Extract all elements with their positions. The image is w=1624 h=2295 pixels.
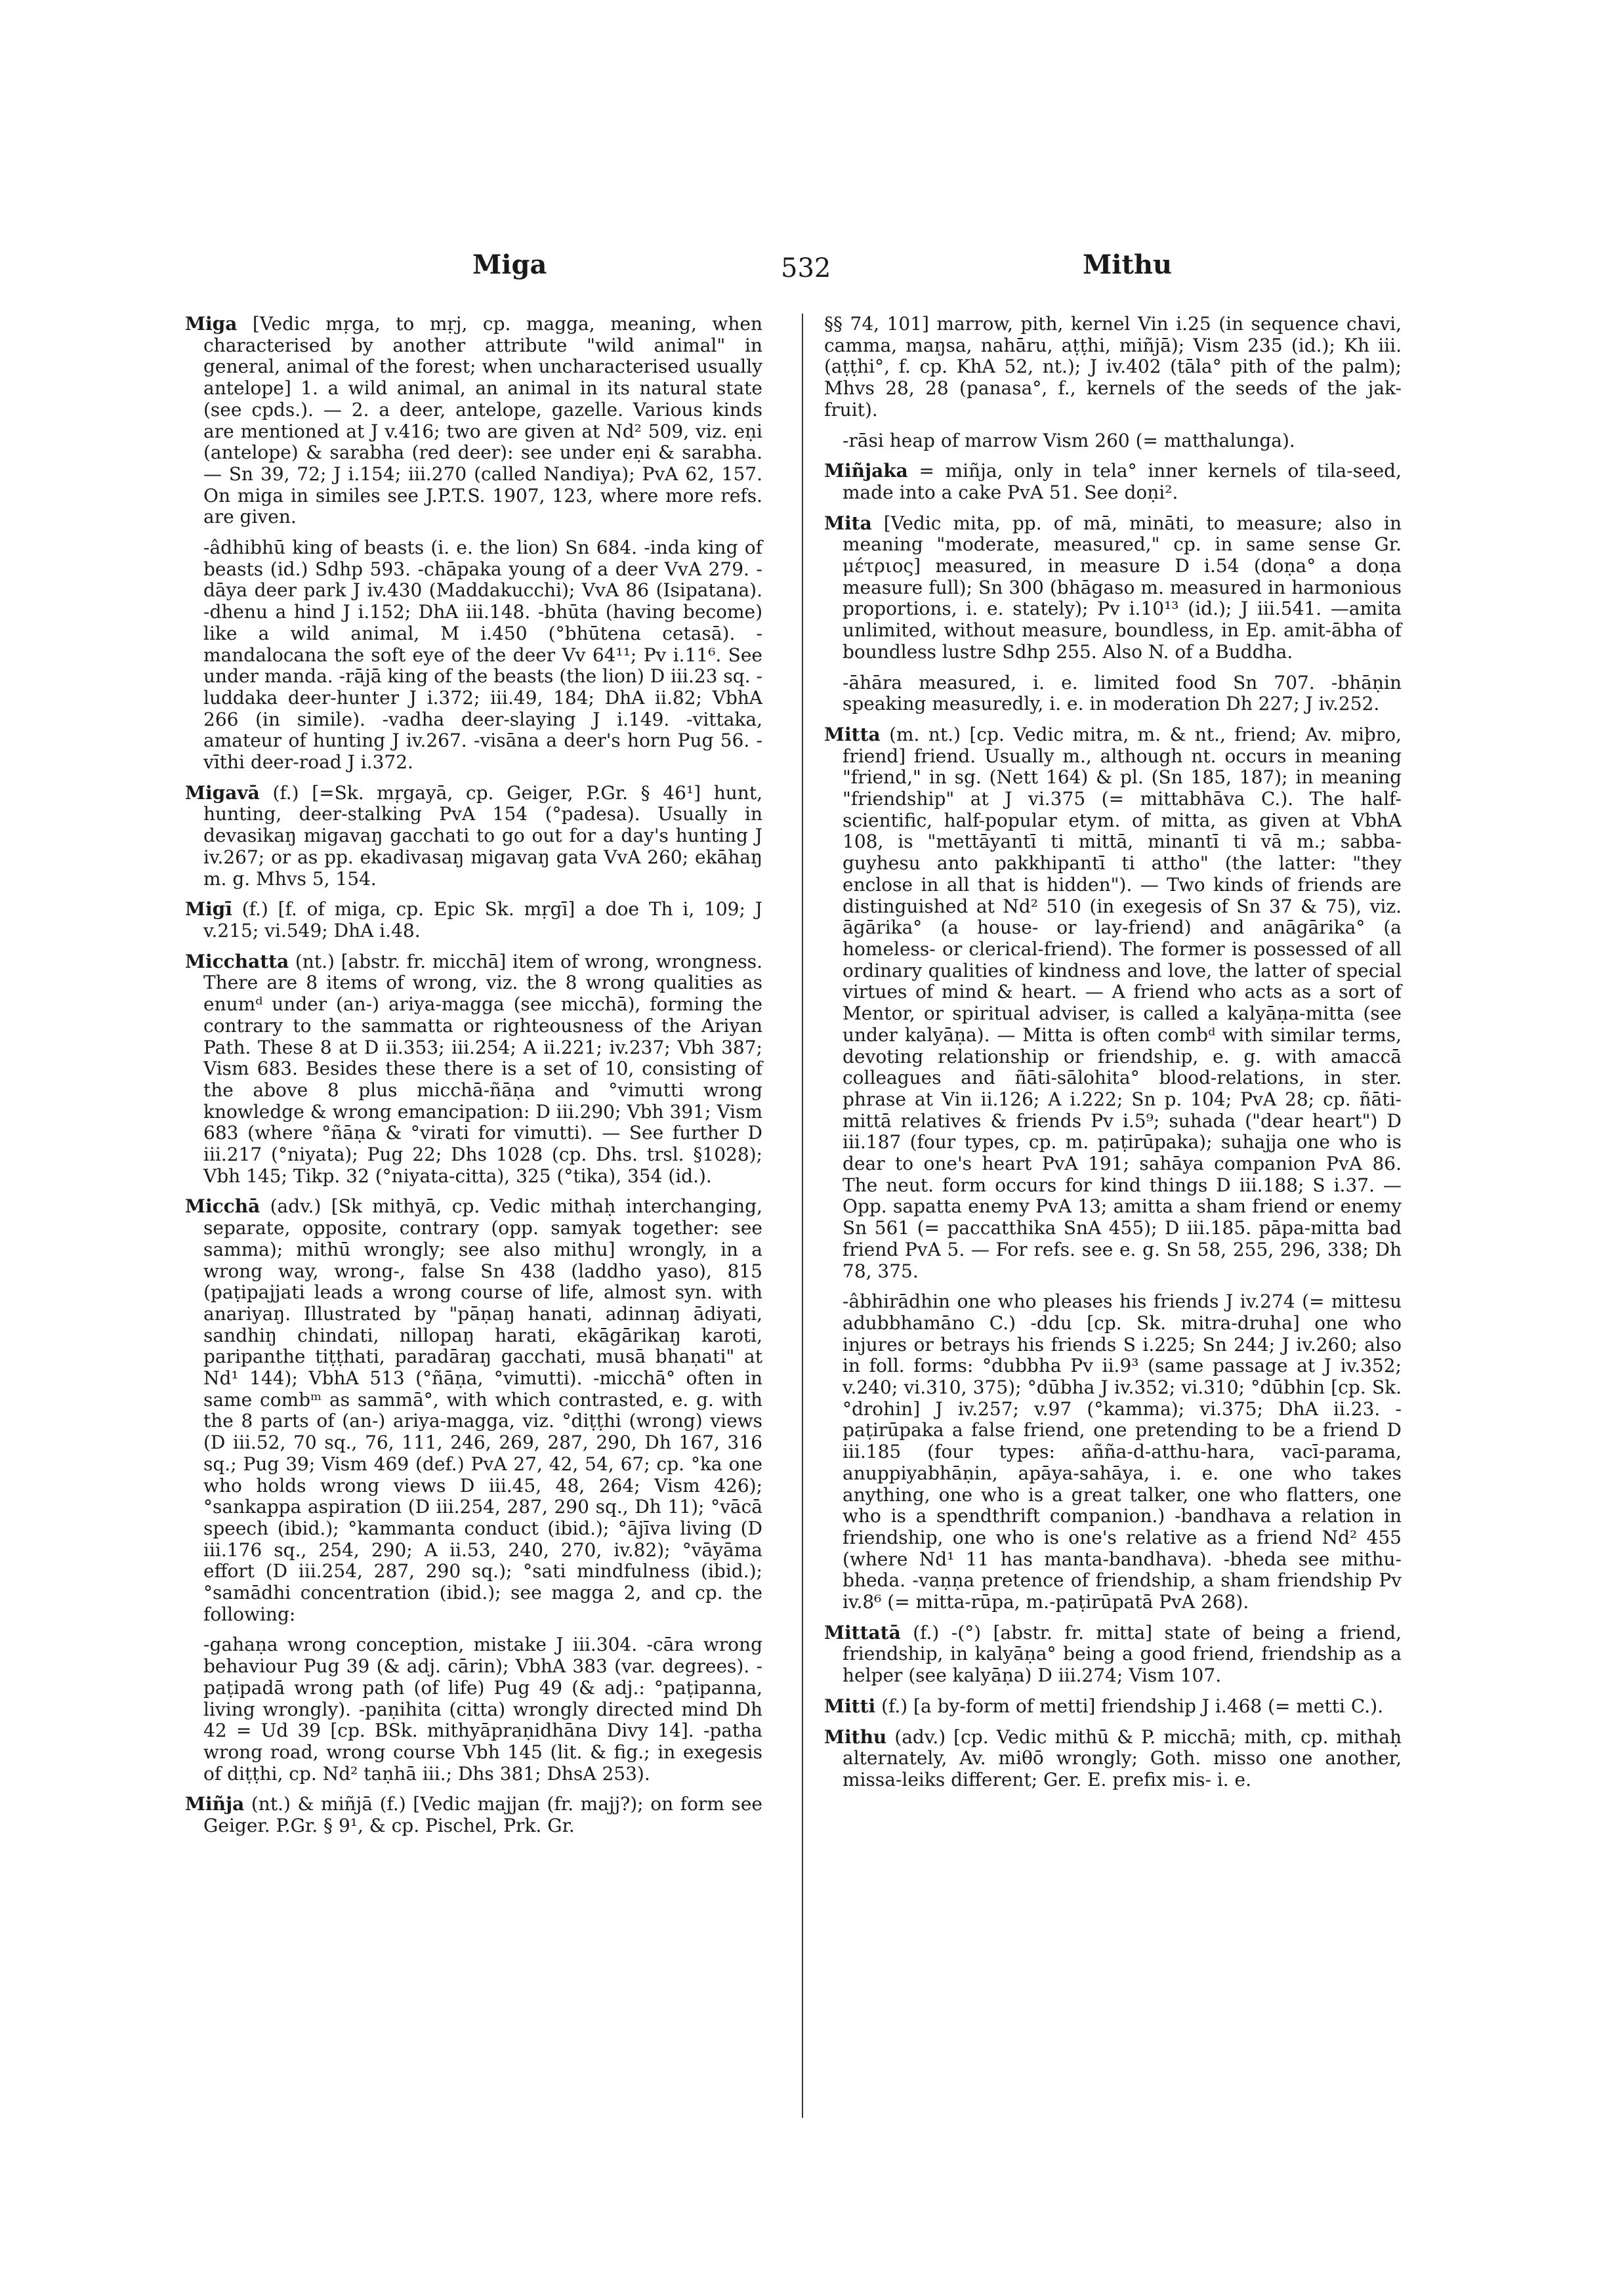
entry-text: -gahaṇa wrong conception, mistake J iii.304. -cāra wrong behaviour Pug 39 (& adj. cārin); VbhA 383 (var. degrees). -paṭipadā wrong path (of life) Pug 49 (& adj.: °paṭipanna, living wrongly). -paṇihita (citta) wrongly directed mind Dh 42 = Ud 39 [cp. BSk. mithyāpraṇidhāna Divy 14]. -patha wrong road, wrong course Vbh 145 (lit. & fig.; in exegesis of diṭṭhi, cp. Nd² taṇhā iii.; Dhs 381; DhsA 253). [203, 1634, 762, 1785]
entry-text: -âdhibhū king of beasts (i. e. the lion) Sn 684. -inda king of beasts (id.) Sdhp 593. -chāpaka young of a deer VvA 279. -dāya deer park J iv.430 (Maddakucchi); VvA 86 (Isipatana). -dhenu a hind J i.152; DhA iii.148. -bhūta (having become) like a wild animal, M i.450 (°bhūtena cetasā). -mandalocana the soft eye of the deer Vv 64¹¹; Pv i.11⁶. See under manda. -rājā king of the beasts (the lion) D iii.23 sq. -luddaka deer-hunter J i.372; iii.49, 184; DhA ii.82; VbhA 266 (in simile). -vadha deer-slaying J i.149. -vittaka, amateur of hunting J iv.267. -visāna a deer's horn Pug 56. -vīthi deer-road J i.372. [203, 537, 762, 774]
entry-headword: Miga [185, 313, 238, 335]
entry-text: [Vedic mita, pp. of mā, mināti, to measure; also in meaning "moderate, measured," cp. in same sense Gr. μέτριος] measured, in measure D i.54 (doṇa° a doṇa measure full); Sn 300 (bhāgaso m. measured in harmonious proportions, i. e. stately); Pv i.10¹³ (id.); J iii.541. —amita unlimited, without measure, boundless, in Ep. amit-ābha of boundless lustre Sdhp 255. Also N. of a Buddha. [843, 512, 1402, 663]
entry-headword: Mithu [824, 1726, 887, 1748]
left-column [185, 314, 762, 1846]
dictionary-entry [185, 899, 762, 941]
entry-text: (f.) [=Sk. mṛgayā, cp. Geiger, P.Gr. § 46¹] hunt, hunting, deer-stalking PvA 154 (°padesa). Usually in devasikaŋ migavaŋ gacchati to go out for a day's hunting J iv.267; or as pp. ekadivasaŋ migavaŋ gata VvA 260; ekāhaŋ m. g. Mhvs 5, 154. [203, 781, 762, 890]
page-header [184, 249, 1424, 289]
dictionary-entry [824, 513, 1402, 663]
compound-list [824, 1291, 1402, 1613]
dictionary-entry [185, 951, 762, 1188]
entry-text: -āhāra measured, i. e. limited food Sn 707. -bhāṇin speaking measuredly, i. e. in moderation Dh 227; J iv.252. [843, 671, 1402, 715]
entry-headword: Migī [185, 898, 232, 920]
compound-list [185, 1634, 762, 1785]
entry-headword: Micchā [185, 1195, 260, 1218]
entry-text: (m. nt.) [cp. Vedic mitra, m. & nt., friend; Av. miþro, friend] friend. Usually m., although nt. occurs in meaning "friend," in sg. (Nett 164) & pl. (Sn 185, 187); in meaning "friendship" at J vi.375 (= mittabhāva C.). The half-scientific, half-popular etym. of mitta, as given at VbhA 108, is "mettāyantī ti mittā, minantī ti vā m.; sabba-guyhesu anto pakkhipantī ti attho" (the latter: "they enclose in all that is hidden"). — Two kinds of friends are distinguished at Nd² 510 (in exegesis of Sn 37 & 75), viz. āgārika° (a house- or lay-friend) and anāgārika° (a homeless- or clerical-friend). The former is possessed of all ordinary qualities of kindness and love, the latter of special virtues of mind & heart. — A friend who acts as a sort of Mentor, or spiritual adviser, is called a kalyāṇa-mitta (see under kalyāṇa). — Mitta is often combᵈ with similar terms, devoting relationship or friendship, e. g. with amaccā colleagues and ñāti-sālohita° blood-relations, in ster. phrase at Vin ii.126; A i.222; Sn p. 104; PvA 28; cp. ñāti-mittā relatives & friends Pv i.5⁹; suhada ("dear heart") D iii.187 (four types, cp. m. paṭirūpaka); suhajja one who is dear to one's heart PvA 191; sahāya companion PvA 86. The neut. form occurs for kind things D iii.188; S i.37. — Opp. sapatta enemy PvA 13; amitta a sham friend or enemy Sn 561 (= paccatthika SnA 455); D iii.185. pāpa-mitta bad friend PvA 5. — For refs. see e. g. Sn 58, 255, 296, 338; Dh 78, 375. [843, 723, 1402, 1282]
dictionary-entry [185, 1196, 762, 1625]
running-head-left: Miga [472, 249, 547, 280]
dictionary-entry [824, 724, 1402, 1282]
entry-text: (f.) [f. of miga, cp. Epic Sk. mṛgī] a doe Th i, 109; J v.215; vi.549; DhA i.48. [203, 898, 762, 941]
entry-text: -rāsi heap of marrow Vism 260 (= matthalunga). [843, 429, 1295, 451]
dictionary-entry [824, 1696, 1402, 1718]
entry-text: (adv.) [Sk mithyā, cp. Vedic mithaḥ interchanging, separate, opposite, contrary (opp. samyak together: see samma); mithū wrongly; see also mithu] wrongly, in a wrong way, wrong-, false Sn 438 (laddho yaso), 815 (paṭipajjati leads a wrong course of life, almost syn. with anariyaŋ. Illustrated by "pāṇaŋ hanati, adinnaŋ ādiyati, sandhiŋ chindati, nillopaŋ harati, ekāgārikaŋ karoti, paripanthe tiṭṭhati, paradāraŋ gacchati, musā bhaṇati" at Nd¹ 144); VbhA 513 (°ñāṇa, °vimutti). -micchā° often in same combᵐ as sammā°, with which contrasted, e. g. with the 8 parts of (an-) ariya-magga, viz. °diṭṭhi (wrong) views (D iii.52, 70 sq., 76, 111, 246, 269, 287, 290, Dh 167, 316 sq.; Pug 39; Vism 469 (def.) PvA 27, 42, 54, 67; cp. °ka one who holds wrong views D iii.45, 48, 264; Vism 426); °sankappa aspiration (D iii.254, 287, 290 sq., Dh 11); °vācā speech (ibid.); °kammanta conduct (ibid.); °ājīva living (D iii.176 sq., 254, 290; A ii.53, 240, 270, iv.82); °vāyāma effort (D iii.254, 287, 290 sq.); °sati mindfulness (ibid.); °samādhi concentration (ibid.); see magga 2, and cp. the following: [203, 1195, 763, 1625]
entry-headword: Mitta [824, 723, 881, 745]
entry-text: (nt.) [abstr. fr. micchā] item of wrong, wrongness. There are 8 items of wrong, viz. the 8 wrong qualities as enumᵈ under (an-) ariya-magga (see micchā), forming the contrary to the sammatta or righteousness of the Ariyan Path. These 8 at D ii.353; iii.254; A ii.221; iv.237; Vbh 387; Vism 683. Besides these there is a set of 10, consisting of the above 8 plus micchā-ñāṇa and °vimutti wrong knowledge & wrong emancipation: D iii.290; Vbh 391; Vism 683 (where °ñāṇa & °virati for vimutti). — See further D iii.217 (°niyata); Pug 22; Dhs 1028 (cp. Dhs. trsl. §1028); Vbh 145; Tikp. 32 (°niyata-citta), 325 (°tika), 354 (id.). [203, 950, 762, 1187]
entry-headword: Micchatta [185, 950, 289, 972]
entry-text: (adv.) [cp. Vedic mithū & P. micchā; mith, cp. mithaḥ alternately, Av. miθō wrongly; Goth. misso one another, missa-leiks different; Ger. E. prefix mis- i. e. [843, 1726, 1402, 1790]
entry-text: -âbhirādhin one who pleases his friends J iv.274 (= mittesu adubbhamāno C.) -ddu [cp. Sk. mitra-druha] one who injures or betrays his friends S i.225; Sn 244; J iv.260; also in foll. forms: °dubbha Pv ii.9³ (same passage at J iv.352; v.240; vi.310, 375); °dūbha J iv.352; vi.310; °dūbhin [cp. Sk. °drohin] J iv.257; v.97 (°kamma); vi.375; DhA ii.23. -paṭirūpaka a false friend, one pretending to be a friend D iii.185 (four types: añña-d-atthu-hara, vacī-parama, anuppiyabhāṇin, apāya-sahāya, i. e. one who takes anything, one who is a great talker, one who flatters, one who is a spendthrift companion.) -bandhava a relation in friendship, one who is one's relative as a friend Nd² 455 (where Nd¹ 11 has manta-bandhava). -bheda see mithu-bheda. -vaṇṇa pretence of friendship, a sham friendship Pv iv.8⁶ (= mitta-rūpa, m.-paṭirūpatā PvA 268). [843, 1291, 1402, 1613]
entry-headword: Miñjaka [824, 460, 908, 482]
entry-headword: Mita [824, 512, 872, 534]
entry-text: (f.) -(°) [abstr. fr. mitta] state of being a friend, friendship, in kalyāṇa° being a good friend, friendship as a helper (see kalyāṇa) D iii.274; Vism 107. [843, 1621, 1402, 1687]
dictionary-entry [824, 1727, 1402, 1791]
dictionary-entry [185, 314, 762, 528]
entry-text: = miñja, only in tela° inner kernels of tila-seed, made into a cake PvA 51. See doṇi². [843, 460, 1402, 503]
compound-list [824, 430, 1402, 452]
dictionary-entry [185, 1794, 762, 1836]
entry-headword: Miñja [185, 1793, 245, 1815]
entry-headword: Mittatā [824, 1621, 901, 1644]
dictionary-entry [824, 461, 1402, 503]
entry-headword: Migavā [185, 781, 260, 804]
column-divider [802, 314, 803, 2118]
entry-continuation [824, 314, 1402, 421]
entry-text: §§ 74, 101] marrow, pith, kernel Vin i.25 (in sequence chavi, camma, maŋsa, nahāru, aṭṭhi, miñjā); Vism 235 (id.); Kh iii. (aṭṭhi°, f. cp. KhA 52, nt.); J iv.402 (tāla° pith of the palm); Mhvs 28, 28 (panasa°, f., kernels of the seeds of the jak-fruit). [824, 313, 1402, 421]
page-number: 532 [781, 253, 831, 283]
running-head-right: Mithu [1083, 249, 1173, 280]
compound-list [185, 537, 762, 774]
dictionary-entry [824, 1623, 1402, 1687]
dictionary-entry [185, 783, 762, 890]
entry-headword: Mitti [824, 1695, 876, 1717]
compound-list [824, 672, 1402, 715]
right-column [824, 314, 1402, 1800]
entry-text: [Vedic mṛga, to mṛj, cp. magga, meaning, when characterised by another attribute "wild animal" in general, animal of the forest; when uncharacterised usually antelope] 1. a wild animal, an animal in its natural state (see cpds.). — 2. a deer, antelope, gazelle. Various kinds are mentioned at J v.416; two are given at Nd² 509, viz. eṇi (antelope) & sarabha (red deer): see under eṇi & sarabha. — Sn 39, 72; J i.154; iii.270 (called Nandiya); PvA 62, 157. On miga in similes see J.P.T.S. 1907, 123, where more refs. are given. [203, 313, 763, 528]
entry-text: (f.) [a by-form of metti] friendship J i.468 (= metti C.). [881, 1695, 1384, 1717]
entry-text: (nt.) & miñjā (f.) [Vedic majjan (fr. majj?); on form see Geiger. P.Gr. § 9¹, & cp. Pischel, Prk. Gr. [203, 1793, 762, 1837]
